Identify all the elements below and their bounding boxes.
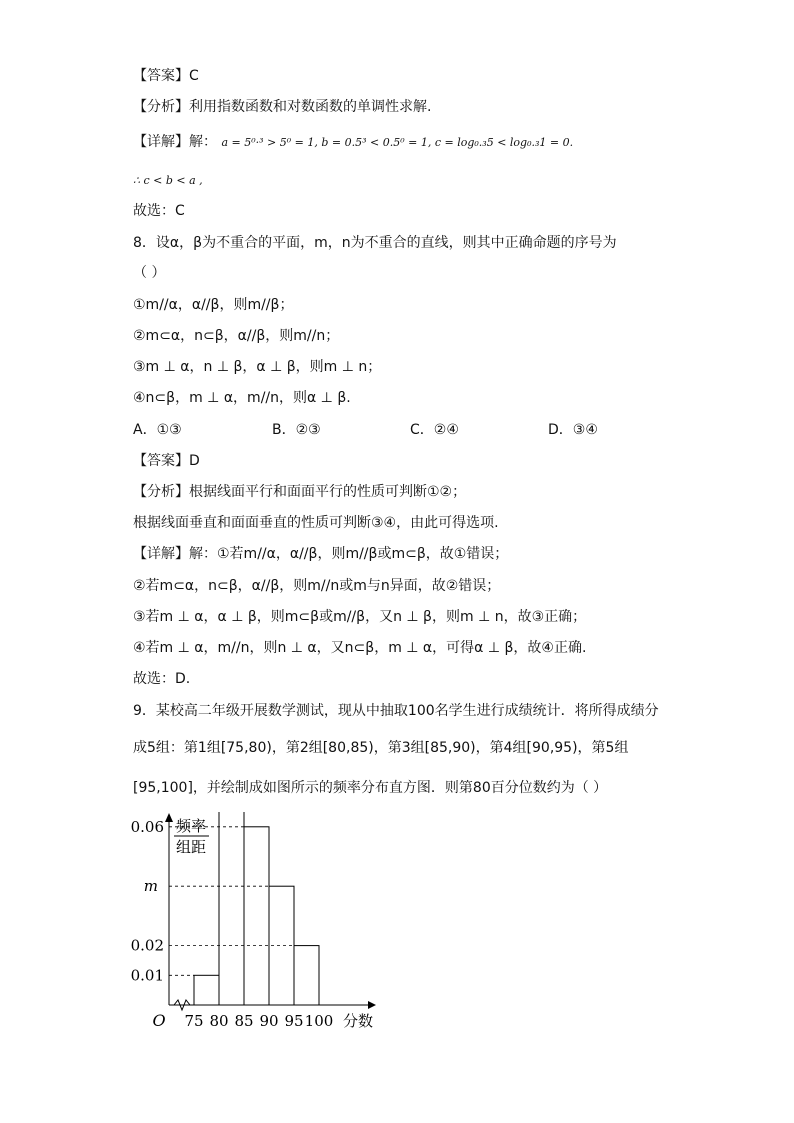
q7-answer: 【答案】C	[133, 68, 199, 84]
q8-stem: 8．设α，β为不重合的平面，m，n为不重合的直线，则其中正确命题的序号为	[133, 235, 617, 251]
y-axis-arrow	[165, 813, 173, 822]
q7-therefore: ∴ c < b < a ,	[133, 174, 203, 187]
y-tick-label: 0.01	[130, 966, 164, 985]
q8-prop-1: ①m//α，α//β，则m//β；	[133, 297, 294, 313]
y-tick-label: 0.06	[130, 817, 164, 836]
q9-line-3: [95,100]，并绘制成如图所示的频率分布直方图．则第80百分位数约为（ ）	[133, 780, 608, 796]
q7-detail-label: 【详解】解：	[133, 134, 217, 150]
x-tick-label: 90	[259, 1012, 279, 1030]
q8-detail-3: ③若m ⊥ α，α ⊥ β，则m⊂β或m//β，又n ⊥ β，则m ⊥ n，故③正确；	[133, 609, 587, 625]
q8-detail-4: ④若m ⊥ α，m//n，则n ⊥ α，又n⊂β，m ⊥ α，可得α ⊥ β，故④正确.	[133, 640, 587, 656]
q8-option-b: B．②③	[272, 422, 321, 438]
q8-option-a: A．①③	[133, 422, 182, 438]
q8-analysis-2: 根据线面垂直和面面垂直的性质可判断③④，由此可得选项.	[133, 515, 499, 531]
histogram-bar	[294, 946, 319, 1005]
x-axis-arrow	[368, 1001, 376, 1009]
q8-prop-4: ④n⊂β，m ⊥ α，m//n，则α ⊥ β.	[133, 390, 351, 406]
x-axis-label: 分数	[342, 1012, 374, 1030]
q7-detail-math: a = 5⁰·³ > 5⁰ = 1, b = 0.5³ < 0.5⁰ = 1, c = log₀.₃5 < log₀.₃1 = 0.	[221, 136, 574, 149]
q8-blank: （ ）	[133, 265, 166, 281]
q7-detail	[133, 132, 573, 153]
histogram-bar	[244, 827, 269, 1005]
frequency-histogram	[130, 812, 390, 1042]
q9-line-2: 成5组：第1组[75,80)，第2组[80,85)，第3组[85,90)，第4组[90,95)，第5组	[133, 740, 629, 756]
q8-analysis-1: 【分析】根据线面平行和面面平行的性质可判断①②；	[133, 484, 467, 500]
q8-option-c: C．②④	[410, 422, 459, 438]
histogram-bar	[219, 812, 244, 1005]
x-tick-label: 80	[209, 1012, 229, 1030]
x-tick-label: 75	[184, 1012, 204, 1030]
q8-answer: 【答案】D	[133, 453, 200, 469]
origin-label: O	[152, 1011, 166, 1030]
histogram-bar	[194, 975, 219, 1005]
x-tick-label: 100	[304, 1012, 334, 1030]
q7-conclusion: 故选：C	[133, 203, 185, 219]
q8-prop-3: ③m ⊥ α，n ⊥ β，α ⊥ β，则m ⊥ n；	[133, 359, 382, 375]
y-tick-label: m	[143, 877, 158, 896]
q8-detail-2: ②若m⊂α，n⊂β，α//β，则m//n或m与n异面，故②错误；	[133, 578, 501, 594]
y-tick-label: 0.02	[130, 936, 164, 955]
q7-analysis: 【分析】利用指数函数和对数函数的单调性求解.	[133, 99, 432, 115]
y-axis-label-top: 频率	[175, 817, 207, 835]
x-tick-label: 95	[284, 1012, 304, 1030]
q8-prop-2: ②m⊂α，n⊂β，α//β，则m//n；	[133, 328, 340, 344]
q8-detail-1: 【详解】解：①若m//α，α//β，则m//β或m⊂β，故①错误；	[133, 546, 509, 562]
y-axis-label-bottom: 组距	[175, 838, 207, 856]
q8-option-d: D．③④	[548, 422, 598, 438]
x-tick-label: 85	[234, 1012, 254, 1030]
q9-line-1: 9．某校高二年级开展数学测试，现从中抽取100名学生进行成绩统计．将所得成绩分	[133, 703, 659, 719]
q8-conclusion: 故选：D.	[133, 671, 191, 687]
